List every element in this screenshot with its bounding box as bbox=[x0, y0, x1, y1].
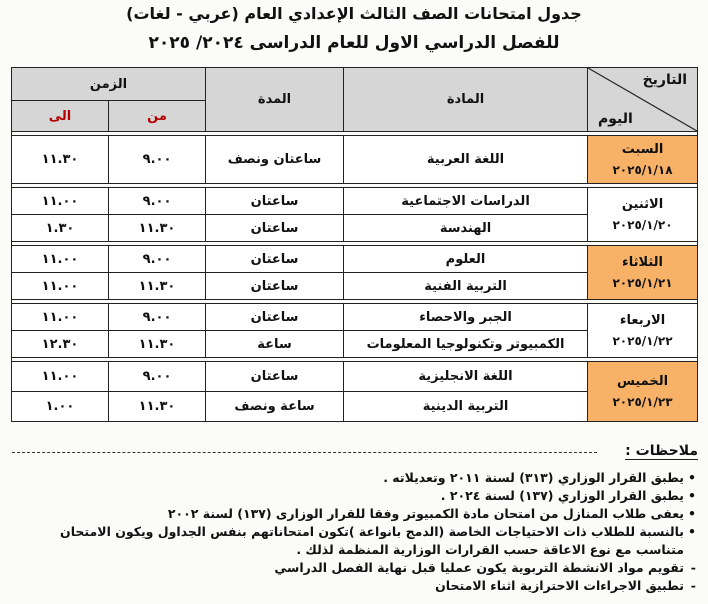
duration-cell: ساعتان bbox=[206, 273, 344, 300]
day-name: السبت bbox=[621, 142, 664, 157]
list-item: •يطبق القرار الوزاري (١٣٧) لسنة ٢٠٢٤ . bbox=[440, 488, 696, 503]
table-row bbox=[12, 304, 698, 331]
from-cell: ١١.٣٠ bbox=[109, 215, 206, 242]
day-cell bbox=[588, 246, 698, 300]
subject-cell: العلوم bbox=[344, 246, 588, 273]
from-header: من bbox=[109, 101, 206, 132]
subject-header: المادة bbox=[344, 68, 588, 132]
exam-schedule-table bbox=[11, 67, 698, 422]
day-date: ٢٠٢٥/١/٢٣ bbox=[612, 395, 673, 409]
notes-list bbox=[6, 469, 696, 595]
page-title: جدول امتحانات الصف الثالث الإعدادي العام (عربي - لغات) bbox=[126, 4, 582, 23]
from-cell: ١١.٣٠ bbox=[109, 392, 206, 422]
list-item: •بالنسبة للطلاب ذات الاحتياجات الخاصة (الدمج بانواعة )تكون امتحاناتهم بنفس الجداول ويكون الامتحان bbox=[60, 524, 696, 539]
day-cell bbox=[588, 362, 698, 422]
duration-cell: ساعتان bbox=[206, 246, 344, 273]
note-text: يطبق القرار الوزاري (١٣٧) لسنة ٢٠٢٤ . bbox=[440, 488, 684, 503]
note-text: يطبق القرار الوزاري (٣١٣) لسنة ٢٠١١ وتعديلاته . bbox=[383, 470, 684, 485]
subject-cell: اللغة الانجليزية bbox=[344, 362, 588, 392]
day-name: الاربعاء bbox=[619, 313, 666, 328]
list-item: -تطبيق الاجراءات الاحترازية اثناء الامتحان bbox=[435, 578, 696, 593]
date-header: التاريخ bbox=[642, 72, 688, 88]
note-text: يعفى طلاب المنازل من امتحان مادة الكمبيوتر وفقا للقرار الوزارى (١٣٧) لسنة ٢٠٠٢ bbox=[167, 506, 684, 521]
day-cell bbox=[588, 304, 698, 358]
note-text: متناسب مع نوع الاعاقة حسب القرارات الوزارية المنظمة لذلك . bbox=[296, 542, 684, 557]
list-item: •يطبق القرار الوزاري (٣١٣) لسنة ٢٠١١ وتعديلاته . bbox=[383, 470, 696, 485]
subject-cell: الدراسات الاجتماعية bbox=[344, 188, 588, 215]
to-header: الى bbox=[12, 101, 109, 132]
table-row bbox=[12, 246, 698, 273]
duration-cell: ساعتان bbox=[206, 362, 344, 392]
to-cell: ١٢.٣٠ bbox=[12, 331, 109, 358]
from-cell: ٩.٠٠ bbox=[109, 246, 206, 273]
duration-cell: ساعتان bbox=[206, 215, 344, 242]
list-item: -تقويم مواد الانشطة التربوية يكون عمليا قبل نهاية الفصل الدراسي bbox=[274, 560, 696, 575]
day-cell bbox=[588, 188, 698, 242]
to-cell: ١.٠٠ bbox=[12, 392, 109, 422]
day-date: ٢٠٢٥/١/٢٢ bbox=[612, 334, 673, 348]
to-cell: ١١.٣٠ bbox=[12, 136, 109, 184]
note-text: تقويم مواد الانشطة التربوية يكون عمليا قبل نهاية الفصل الدراسي bbox=[274, 560, 684, 575]
date-day-header bbox=[588, 68, 698, 132]
duration-header: المدة bbox=[206, 68, 344, 132]
note-text: تطبيق الاجراءات الاحترازية اثناء الامتحان bbox=[435, 578, 684, 593]
day-name: الثلاثاء bbox=[622, 255, 663, 270]
day-date: ٢٠٢٥/١/٢٠ bbox=[612, 218, 673, 232]
duration-cell: ساعتان bbox=[206, 188, 344, 215]
duration-cell: ساعة bbox=[206, 331, 344, 358]
day-name: الخميس bbox=[616, 374, 669, 389]
subject-cell: الهندسة bbox=[344, 215, 588, 242]
list-item: •يعفى طلاب المنازل من امتحان مادة الكمبيوتر وفقا للقرار الوزارى (١٣٧) لسنة ٢٠٠٢ bbox=[167, 506, 696, 521]
from-cell: ١١.٣٠ bbox=[109, 331, 206, 358]
day-header: اليوم bbox=[598, 111, 633, 127]
from-cell: ١١.٣٠ bbox=[109, 273, 206, 300]
day-date: ٢٠٢٥/١/١٨ bbox=[612, 163, 673, 177]
day-cell bbox=[588, 136, 698, 184]
from-cell: ٩.٠٠ bbox=[109, 304, 206, 331]
duration-cell: ساعتان ونصف bbox=[206, 136, 344, 184]
duration-cell: ساعتان bbox=[206, 304, 344, 331]
list-item bbox=[6, 541, 696, 559]
from-cell: ٩.٠٠ bbox=[109, 362, 206, 392]
table-row bbox=[12, 136, 698, 184]
subject-cell: اللغة العربية bbox=[344, 136, 588, 184]
to-cell: ١١.٠٠ bbox=[12, 304, 109, 331]
to-cell: ١.٣٠ bbox=[12, 215, 109, 242]
subject-cell: التربية الفنية bbox=[344, 273, 588, 300]
to-cell: ١١.٠٠ bbox=[12, 362, 109, 392]
subject-cell: الجبر والاحصاء bbox=[344, 304, 588, 331]
table-row bbox=[12, 362, 698, 392]
note-text: بالنسبة للطلاب ذات الاحتياجات الخاصة (الدمج بانواعة )تكون امتحاناتهم بنفس الجداول ويكون الامتحان bbox=[60, 524, 684, 539]
to-cell: ١١.٠٠ bbox=[12, 246, 109, 273]
day-date: ٢٠٢٥/١/٢١ bbox=[612, 276, 673, 290]
to-cell: ١١.٠٠ bbox=[12, 273, 109, 300]
notes-title: ملاحظات : bbox=[625, 443, 698, 459]
from-cell: ٩.٠٠ bbox=[109, 188, 206, 215]
notes-divider bbox=[12, 452, 597, 453]
duration-cell: ساعة ونصف bbox=[206, 392, 344, 422]
table-row bbox=[12, 188, 698, 215]
day-name: الاثنين bbox=[621, 197, 664, 212]
page-subtitle: للفصل الدراسي الاول للعام الدراسى ٢٠٢٤/ ٢٠٢٥ bbox=[148, 33, 560, 53]
subject-cell: التربية الدينية bbox=[344, 392, 588, 422]
subject-cell: الكمبيوتر وتكنولوجيا المعلومات bbox=[344, 331, 588, 358]
to-cell: ١١.٠٠ bbox=[12, 188, 109, 215]
from-cell: ٩.٠٠ bbox=[109, 136, 206, 184]
time-header: الزمن bbox=[12, 68, 206, 101]
